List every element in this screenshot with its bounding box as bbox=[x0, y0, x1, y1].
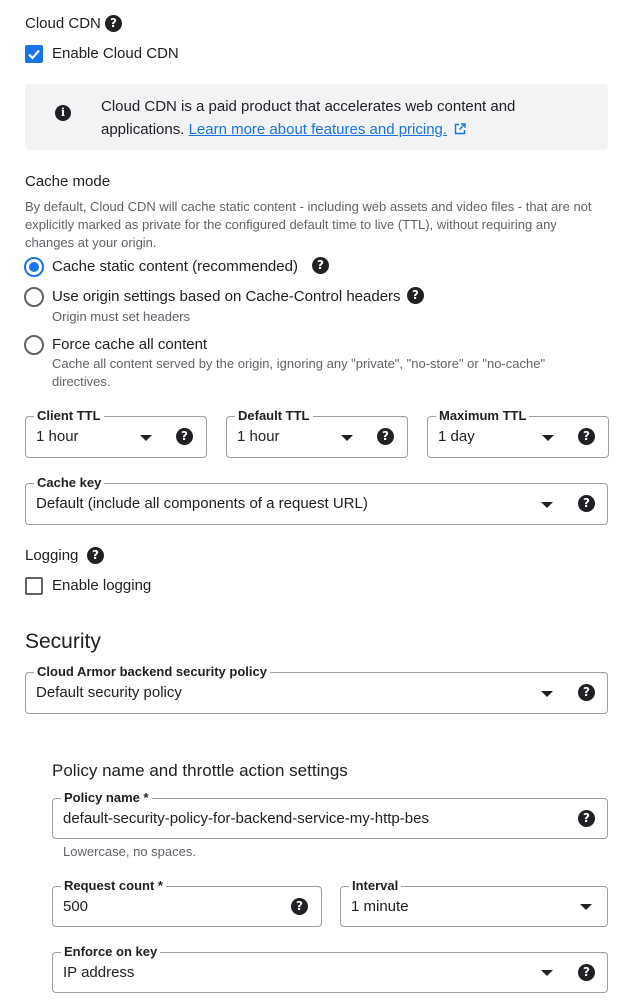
client-ttl-select[interactable] bbox=[25, 408, 207, 458]
enable-cdn-label: Enable Cloud CDN bbox=[52, 45, 179, 62]
security-title: Security bbox=[25, 630, 101, 653]
help-circle-icon[interactable]: ? bbox=[578, 810, 595, 827]
policy-name-value: default-security-policy-for-backend-service-my-http-bes bbox=[63, 810, 429, 827]
interval-value: 1 minute bbox=[351, 898, 409, 915]
checkmark-icon bbox=[27, 47, 41, 61]
request-count-value: 500 bbox=[63, 898, 89, 915]
enforce-on-key-select[interactable] bbox=[52, 944, 608, 993]
help-circle-icon[interactable]: ? bbox=[407, 287, 424, 304]
policy-settings-title: Policy name and throttle action settings bbox=[52, 761, 348, 780]
learn-more-link[interactable] bbox=[189, 121, 448, 138]
policy-name-input[interactable] bbox=[52, 790, 608, 839]
policy-name-label: Policy name * bbox=[61, 790, 152, 806]
help-circle-icon[interactable]: ? bbox=[291, 898, 308, 915]
interval-label: Interval bbox=[349, 878, 401, 894]
client-ttl-label: Client TTL bbox=[34, 408, 104, 424]
policy-name-hint: Lowercase, no spaces. bbox=[63, 844, 196, 859]
maximum-ttl-value: 1 day bbox=[438, 428, 475, 445]
radio-cache-static-label: Cache static content (recommended) bbox=[52, 258, 298, 275]
security-policy-value: Default security policy bbox=[36, 684, 182, 701]
maximum-ttl-label: Maximum TTL bbox=[436, 408, 529, 424]
enforce-on-key-value: IP address bbox=[63, 964, 135, 981]
radio-origin-settings-label: Use origin settings based on Cache-Control headers bbox=[52, 288, 401, 305]
help-circle-icon[interactable]: ? bbox=[578, 684, 595, 701]
cdn-info-message: Cloud CDN is a paid product that accelerates web content and applications. bbox=[101, 98, 516, 138]
security-policy-select[interactable] bbox=[25, 664, 608, 714]
cdn-info-text bbox=[101, 95, 571, 141]
enable-cdn-checkbox[interactable] bbox=[25, 45, 43, 63]
help-circle-icon[interactable]: ? bbox=[578, 428, 595, 445]
help-circle-icon[interactable]: ? bbox=[578, 495, 595, 512]
cdn-info-box bbox=[25, 84, 608, 150]
client-ttl-value: 1 hour bbox=[36, 428, 79, 445]
cache-mode-title: Cache mode bbox=[25, 173, 111, 190]
help-circle-icon[interactable]: ? bbox=[578, 964, 595, 981]
help-circle-icon[interactable]: ? bbox=[105, 15, 122, 32]
dropdown-arrow-icon[interactable] bbox=[140, 435, 152, 441]
radio-origin-settings[interactable] bbox=[24, 287, 44, 307]
interval-select[interactable] bbox=[340, 878, 608, 927]
radio-cache-static[interactable] bbox=[24, 257, 44, 277]
dropdown-arrow-icon[interactable] bbox=[341, 435, 353, 441]
help-circle-icon[interactable]: ? bbox=[377, 428, 394, 445]
enforce-on-key-label: Enforce on key bbox=[61, 944, 160, 960]
default-ttl-select[interactable] bbox=[226, 408, 408, 458]
logging-title: Logging bbox=[25, 547, 79, 564]
cache-key-value: Default (include all components of a request URL) bbox=[36, 495, 368, 512]
cache-mode-description: By default, Cloud CDN will cache static content - including web assets and video files - that are not explicitly marked as private for the configured default time to live (TTL), without requiring any changes at your origin. bbox=[25, 199, 592, 250]
radio-force-cache-label: Force cache all content bbox=[52, 336, 208, 353]
info-icon: i bbox=[55, 105, 71, 121]
enable-logging-checkbox[interactable] bbox=[25, 577, 43, 595]
cache-key-select[interactable] bbox=[25, 475, 608, 525]
default-ttl-label: Default TTL bbox=[235, 408, 313, 424]
cdn-section-title: Cloud CDN bbox=[25, 15, 101, 32]
radio-origin-settings-hint: Origin must set headers bbox=[52, 309, 191, 324]
radio-force-cache-hint: Cache all content served by the origin, ignoring any "private", "no-store" or "no-cache" directives. bbox=[52, 356, 546, 389]
enable-logging-label: Enable logging bbox=[52, 577, 152, 594]
request-count-input[interactable] bbox=[52, 878, 322, 927]
maximum-ttl-select[interactable] bbox=[427, 408, 609, 458]
learn-more-link-text: Learn more about features and pricing. bbox=[188, 121, 448, 138]
security-policy-label: Cloud Armor backend security policy bbox=[34, 664, 270, 680]
default-ttl-value: 1 hour bbox=[237, 428, 280, 445]
help-circle-icon[interactable]: ? bbox=[87, 547, 104, 564]
request-count-label: Request count * bbox=[61, 878, 166, 894]
help-circle-icon[interactable]: ? bbox=[176, 428, 193, 445]
dropdown-arrow-icon[interactable] bbox=[542, 435, 554, 441]
dropdown-arrow-icon[interactable] bbox=[541, 502, 553, 508]
dropdown-arrow-icon[interactable] bbox=[580, 904, 592, 910]
cache-key-label: Cache key bbox=[34, 475, 104, 491]
dropdown-arrow-icon[interactable] bbox=[541, 970, 553, 976]
radio-force-cache[interactable] bbox=[24, 335, 44, 355]
help-circle-icon[interactable]: ? bbox=[312, 257, 329, 274]
dropdown-arrow-icon[interactable] bbox=[541, 691, 553, 697]
external-link-icon[interactable] bbox=[454, 123, 466, 135]
